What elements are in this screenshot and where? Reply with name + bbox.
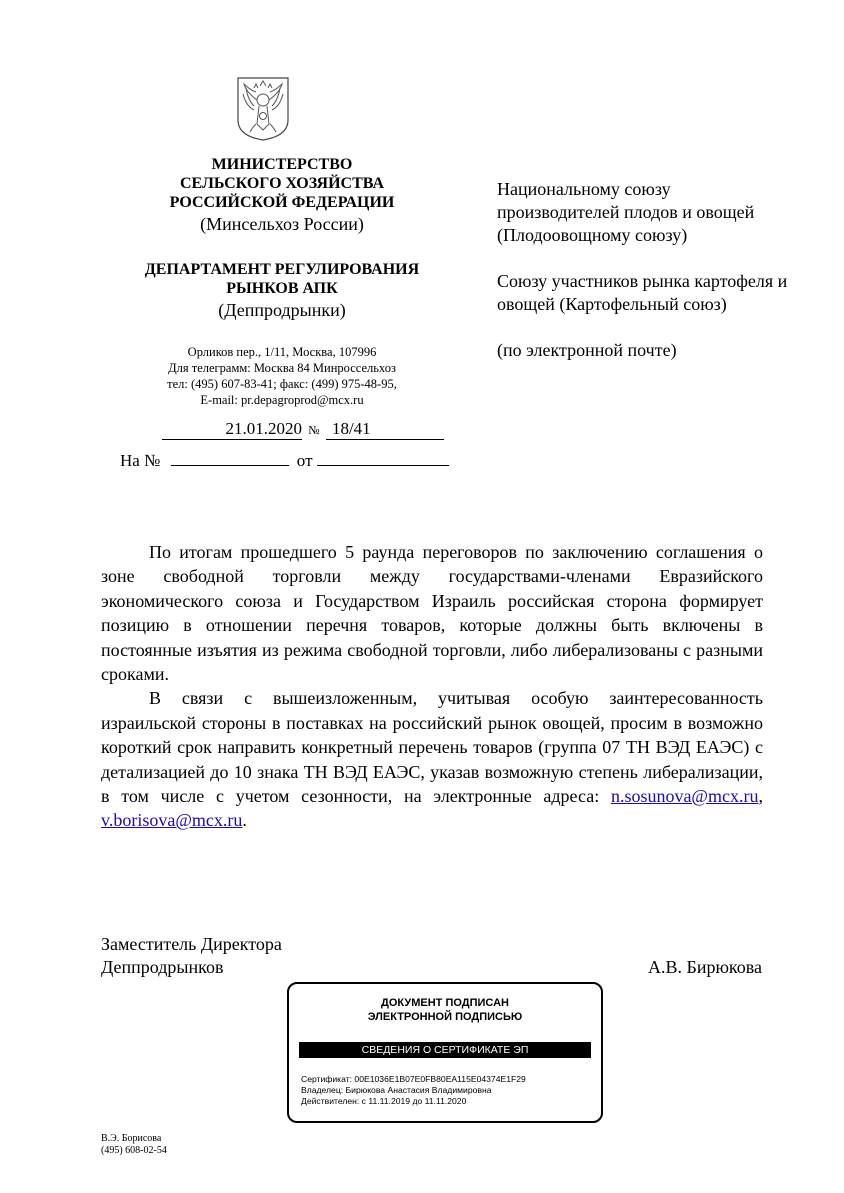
stamp-certificate-bar: СВЕДЕНИЯ О СЕРТИФИКАТЕ ЭП (299, 1042, 591, 1058)
ministry-line-1: МИНИСТЕРСТВО (211, 156, 353, 173)
stamp-title-line-1: ДОКУМЕНТ ПОДПИСАН (381, 997, 509, 1009)
body-paragraph-2-text: В связи с вышеизложенным, учитывая особую заинтересованность израильской стороны в поставках на российский рынок овощей, просим в возможно короткий срок направить конкретный перечень товаров (группа 07 ТН ВЭД ЕАЭС) с детализацией до 10 знака ТН ВЭД ЕАЭС, указав возможную степень либерализации, в том числе с учетом сезонности, на электронные адреса: (101, 688, 763, 807)
department-line-1: ДЕПАРТАМЕНТ РЕГУЛИРОВАНИЯ (144, 261, 420, 278)
stamp-certificate-serial: Сертификат: 00E1036E1B07E0FB80EA115E04374E1F29 (301, 1074, 526, 1084)
ministry-short-name: (Минсельхоз России) (200, 214, 364, 234)
body-paragraph-1: По итогам прошедшего 5 раунда переговоров по заключению соглашения о зоне свободной торговли между государствами-членами Евразийского экономического союза и Государством Израиль российская сторона формирует позицию в отношении перечня товаров, которые должны быть включены в постоянные изъятия из режима свободной торговли, либо либерализованы с разными сроками. (101, 542, 763, 685)
reference-date-blank (317, 451, 449, 466)
stamp-certificate-info (301, 1074, 526, 1107)
stamp-validity: Действителен: с 11.11.2019 до 11.11.2020 (301, 1096, 467, 1106)
letter-body (101, 540, 763, 833)
department-short-name: (Деппродрынки) (218, 300, 346, 320)
electronic-signature-stamp (287, 982, 603, 1123)
email-link-borisova[interactable]: v.borisova@mcx.ru (101, 810, 243, 831)
ministry-line-3: РОССИЙСКОЙ ФЕДЕРАЦИИ (169, 194, 395, 211)
doc-number: 18/41 (326, 419, 444, 440)
reference-from-label: от (296, 451, 313, 470)
department-line-2: РЫНКОВ АПК (226, 280, 338, 297)
contact-info (120, 344, 444, 408)
email-separator: , (758, 786, 763, 807)
email-link-sosunova[interactable]: n.sosunova@mcx.ru (610, 786, 759, 807)
reference-number-blank (171, 451, 289, 466)
body-paragraph-2 (101, 686, 763, 832)
stamp-owner: Владелец: Бирюкова Анастасия Владимировна (301, 1085, 492, 1095)
department-name (120, 260, 444, 298)
delivery-note: (по электронной почте) (497, 340, 677, 360)
executor-name: В.Э. Борисова (101, 1133, 162, 1144)
email-line: E-mail: pr.depagroprod@mcx.ru (200, 393, 364, 407)
body-end: . (242, 810, 247, 831)
reference-label: На № (120, 451, 161, 470)
reference-line (120, 451, 455, 471)
doc-date: 21.01.2020 (162, 419, 302, 440)
coat-of-arms-emblem (232, 76, 294, 142)
stamp-title-line-2: ЭЛЕКТРОННОЙ ПОДПИСЬЮ (367, 1011, 523, 1023)
executor-info (101, 1133, 167, 1157)
signatory-title-line-2: Деппродрынков (101, 957, 224, 977)
recipient-1: Национальному союзу производителей плодов и овощей (Плодоовощному союзу) (497, 179, 755, 245)
stamp-title (289, 996, 601, 1024)
executor-phone: (495) 608-02-54 (101, 1145, 167, 1156)
recipients-block (497, 178, 797, 385)
signatory-title (101, 933, 282, 979)
address-line: Орликов пер., 1/11, Москва, 107996 (187, 345, 377, 359)
recipient-2: Союзу участников рынка картофеля и овощей (Картофельный союз) (497, 271, 788, 314)
telegram-line: Для телеграмм: Москва 84 Минроссельхоз (168, 361, 396, 375)
ministry-name (120, 155, 444, 212)
signatory-name: А.В. Бирюкова (647, 957, 762, 977)
phone-fax-line: тел: (495) 607-83-41; факс: (499) 975-48-95, (167, 377, 397, 391)
signatory-title-line-1: Заместитель Директора (101, 934, 282, 954)
ministry-line-2: СЕЛЬСКОГО ХОЗЯЙСТВА (179, 175, 384, 192)
number-sign: № (308, 423, 320, 437)
registration-line (162, 419, 452, 440)
